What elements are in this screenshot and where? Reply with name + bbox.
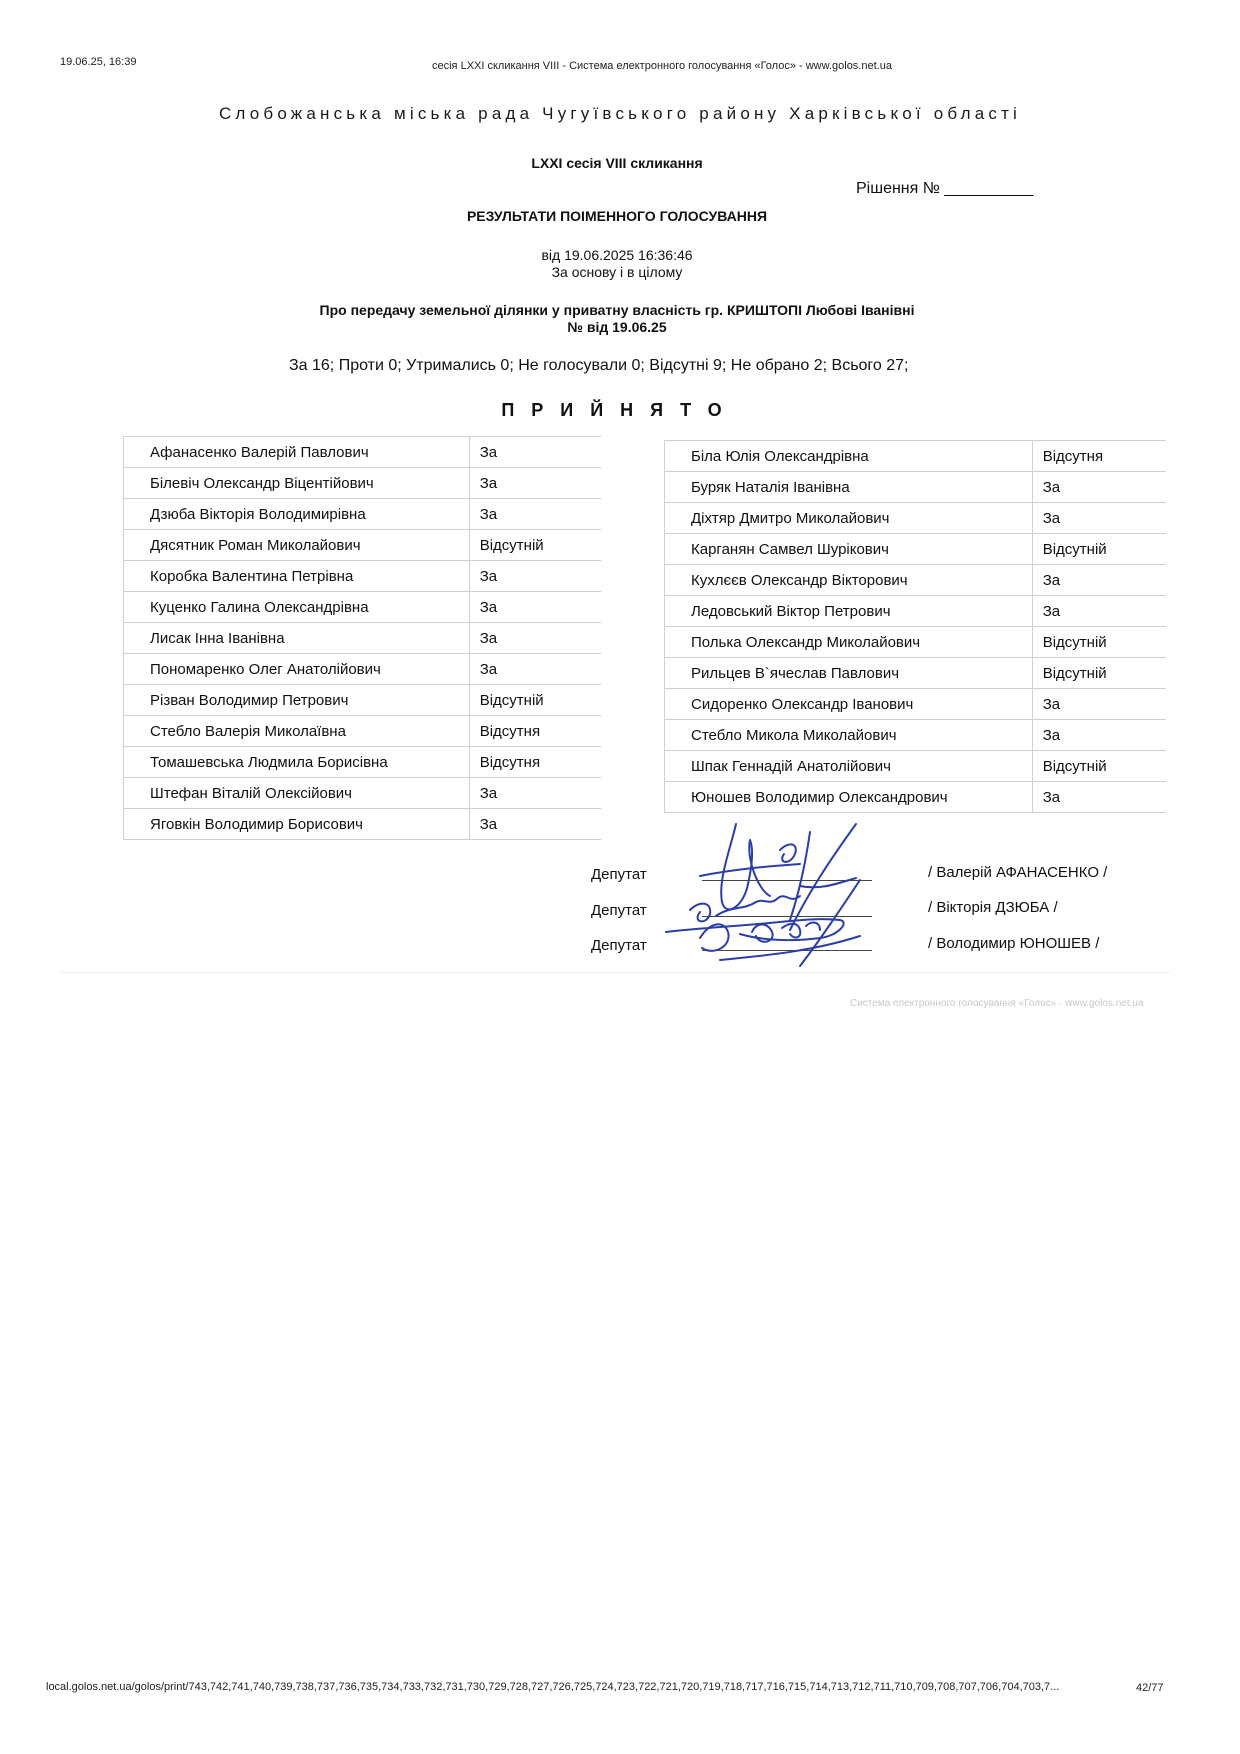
vote-result: За	[469, 654, 601, 685]
vote-result: За	[469, 623, 601, 654]
page-number: 42/77	[1136, 1682, 1164, 1694]
session-title: LXXI сесія VIII скликання	[531, 155, 703, 171]
subject-line-2: № від 19.06.25	[567, 319, 667, 335]
vote-row	[665, 441, 1167, 472]
vote-row	[124, 747, 602, 778]
vote-row	[124, 468, 602, 499]
vote-result: Відсутній	[469, 685, 601, 716]
vote-row	[665, 782, 1167, 813]
vote-row	[124, 499, 602, 530]
vote-result: Відсутня	[1032, 441, 1166, 472]
vote-result: За	[1032, 689, 1166, 720]
vote-row	[665, 472, 1167, 503]
vote-result: За	[469, 561, 601, 592]
footer-divider	[60, 972, 1170, 973]
vote-result: За	[1032, 472, 1166, 503]
vote-row	[665, 689, 1167, 720]
deputy-name: Полька Олександр Миколайович	[665, 627, 1033, 658]
deputy-name: Кухлєєв Олександр Вікторович	[665, 565, 1033, 596]
deputy-name: Різван Володимир Петрович	[124, 685, 470, 716]
deputy-name: Куценко Галина Олександрівна	[124, 592, 470, 623]
results-title: РЕЗУЛЬТАТИ ПОІМЕННОГО ГОЛОСУВАННЯ	[466, 208, 768, 224]
system-footer: Система електронного голосування «Голос» · www.golos.net.ua	[850, 998, 1144, 1009]
vote-row	[665, 658, 1167, 689]
signature-role-2: Депутат	[591, 902, 647, 919]
vote-result: За	[1032, 565, 1166, 596]
deputy-name: Штефан Віталій Олексійович	[124, 778, 470, 809]
vote-result: За	[1032, 596, 1166, 627]
signature-name-3: / Володимир ЮНОШЕВ /	[928, 935, 1100, 952]
vote-result: За	[469, 809, 601, 840]
print-url: local.golos.net.ua/golos/print/743,742,741,740,739,738,737,736,735,734,733,732,731,730,729,728,727,726,725,724,723,722,721,720,719,718,717,716,715,714,713,712,711,710,709,708,707,706,704,703,7...	[46, 1681, 1060, 1693]
deputy-name: Лисак Інна Іванівна	[124, 623, 470, 654]
vote-summary: За 16; Проти 0; Утримались 0; Не голосували 0; Відсутні 9; Не обрано 2; Всього 27;	[289, 357, 909, 374]
deputy-name: Стебло Валерія Миколаївна	[124, 716, 470, 747]
print-title: сесія LXXI скликання VIII - Система електронного голосування «Голос» - www.golos.net.ua	[432, 60, 892, 72]
vote-row	[665, 751, 1167, 782]
vote-result: За	[469, 499, 601, 530]
vote-result: За	[469, 437, 601, 468]
decision-number: Рішення № __________	[856, 180, 1034, 197]
handwritten-signatures	[660, 810, 960, 980]
subject-line-1: Про передачу земельної ділянки у приватну власність гр. КРИШТОПІ Любові Іванівні	[319, 302, 915, 318]
deputy-name: Коробка Валентина Петрівна	[124, 561, 470, 592]
council-name: Слобожанська міська рада Чугуївського району Харківської області	[218, 104, 1022, 123]
vote-result: За	[1032, 782, 1166, 813]
deputy-name: Шпак Геннадій Анатолійович	[665, 751, 1033, 782]
vote-row	[124, 592, 602, 623]
print-datetime: 19.06.25, 16:39	[60, 56, 137, 68]
vote-row	[124, 623, 602, 654]
vote-result: Відсутній	[1032, 534, 1166, 565]
vote-result: Відсутній	[469, 530, 601, 561]
right-vote-table	[664, 440, 1166, 813]
vote-row	[665, 534, 1167, 565]
vote-result: Відсутня	[469, 716, 601, 747]
signature-role-1: Депутат	[591, 866, 647, 883]
deputy-name: Афанасенко Валерій Павлович	[124, 437, 470, 468]
vote-result: За	[469, 468, 601, 499]
vote-result: Відсутній	[1032, 627, 1166, 658]
deputy-name: Діхтяр Дмитро Миколайович	[665, 503, 1033, 534]
vote-result: За	[1032, 720, 1166, 751]
vote-row	[665, 720, 1167, 751]
vote-row	[124, 561, 602, 592]
signature-role-3: Депутат	[591, 937, 647, 954]
deputy-name: Білевіч Олександр Віцентійович	[124, 468, 470, 499]
vote-row	[124, 530, 602, 561]
vote-outcome: ПРИЙНЯТО	[501, 400, 739, 420]
vote-result: Відсутній	[1032, 751, 1166, 782]
deputy-name: Ледовський Віктор Петрович	[665, 596, 1033, 627]
deputy-name: Сидоренко Олександр Іванович	[665, 689, 1033, 720]
vote-row	[124, 716, 602, 747]
vote-result: Відсутня	[469, 747, 601, 778]
vote-row	[665, 503, 1167, 534]
vote-row	[124, 654, 602, 685]
deputy-name: Стебло Микола Миколайович	[665, 720, 1033, 751]
deputy-name: Дзюба Вікторія Володимирівна	[124, 499, 470, 530]
vote-row	[124, 809, 602, 840]
vote-result: За	[1032, 503, 1166, 534]
signature-name-1: / Валерій АФАНАСЕНКО /	[928, 864, 1108, 881]
signature-name-2: / Вікторія ДЗЮБА /	[928, 899, 1058, 916]
deputy-name: Біла Юлія Олександрівна	[665, 441, 1033, 472]
deputy-name: Юношев Володимир Олександрович	[665, 782, 1033, 813]
vote-type: За основу і в цілому	[551, 264, 683, 280]
deputy-name: Буряк Наталія Іванівна	[665, 472, 1033, 503]
left-vote-table	[123, 436, 601, 840]
deputy-name: Пономаренко Олег Анатолійович	[124, 654, 470, 685]
vote-row	[665, 565, 1167, 596]
vote-row	[665, 627, 1167, 658]
vote-result: За	[469, 778, 601, 809]
vote-date: від 19.06.2025 16:36:46	[541, 247, 693, 263]
vote-row	[124, 685, 602, 716]
vote-row	[124, 778, 602, 809]
vote-result: За	[469, 592, 601, 623]
vote-row	[124, 437, 602, 468]
vote-row	[665, 596, 1167, 627]
deputy-name: Рильцев В`ячеслав Павлович	[665, 658, 1033, 689]
vote-result: Відсутній	[1032, 658, 1166, 689]
deputy-name: Карганян Самвел Шурікович	[665, 534, 1033, 565]
deputy-name: Томашевська Людмила Борисівна	[124, 747, 470, 778]
deputy-name: Дясятник Роман Миколайович	[124, 530, 470, 561]
deputy-name: Яговкін Володимир Борисович	[124, 809, 470, 840]
